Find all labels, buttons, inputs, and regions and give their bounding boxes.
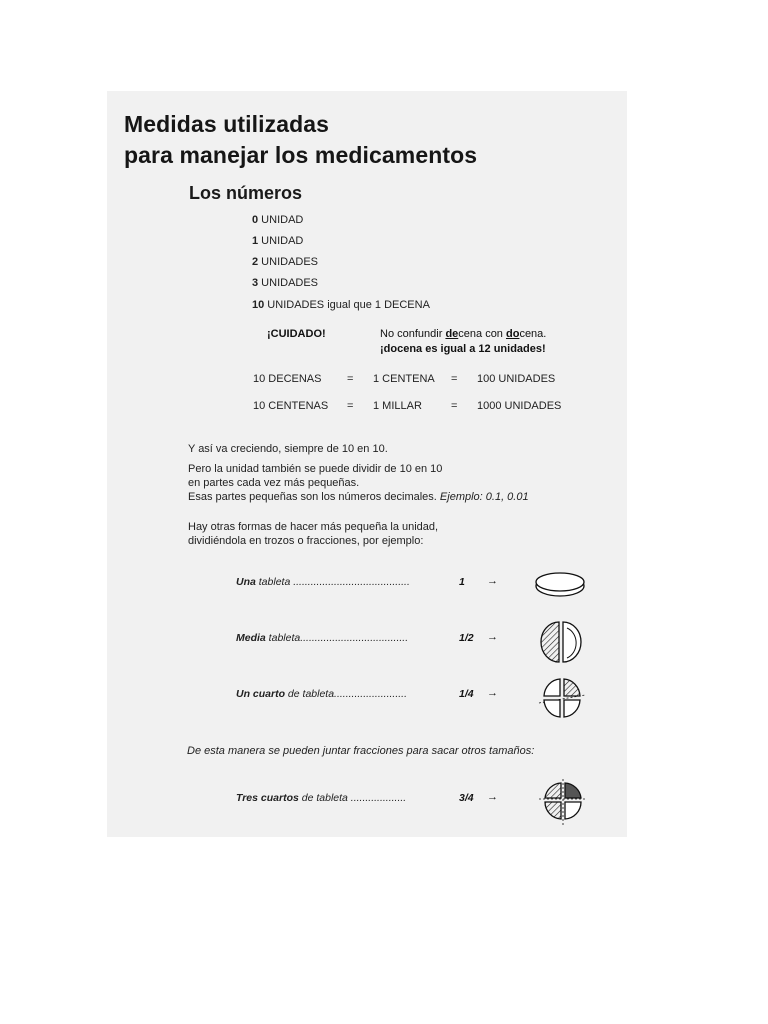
fraction-value: 1/4 [459,688,474,700]
eq-sign: = [451,373,458,385]
title-line-2: para manejar los medicamentos [124,142,478,168]
three-quarter-tablet-icon [537,777,589,827]
unit-line: 3 UNIDADES [252,277,319,289]
quarter-tablet-icon [537,673,587,723]
whole-tablet-icon [534,569,586,601]
eq-sign: = [347,373,354,385]
eq-left: 10 CENTENAS [253,400,329,412]
eq-left: 10 DECENAS [253,373,322,385]
unit-line: 2 UNIDADES [252,256,319,268]
fraction-label: Una tableta ........................................ [236,576,410,588]
eq-mid: 1 MILLAR [373,400,422,412]
fraction-label: Un cuarto de tableta......................... [236,688,407,700]
unit-line: 0 UNIDAD [252,214,304,226]
eq-sign: = [451,400,458,412]
warning-label: ¡CUIDADO! [267,328,326,340]
arrow-icon: → [487,687,498,699]
half-tablet-icon [537,618,585,666]
paragraph-decimals: Pero la unidad también se puede dividir de 10 en 10 en partes cada vez más pequeñas. Esas partes pequeñas son los números decimales. Ejemplo: 0.1, 0.01 [188,463,529,503]
combine-text: De esta manera se pueden juntar fracciones para sacar otros tamaños: [187,745,535,757]
eq-right: 100 UNIDADES [477,373,556,385]
warning-line-2: ¡docena es igual a 12 unidades! [380,343,546,355]
section-title: Los números [189,183,303,203]
fraction-value: 3/4 [459,792,474,804]
unit-line: 10 UNIDADES igual que 1 DECENA [252,299,430,311]
eq-sign: = [347,400,354,412]
eq-mid: 1 CENTENA [373,373,435,385]
title-line-1: Medidas utilizadas [124,111,330,137]
paragraph-fractions: Hay otras formas de hacer más pequeña la unidad, dividiéndola en trozos o fracciones, por ejemplo: [188,521,439,547]
arrow-icon: → [487,631,498,643]
paragraph-growth: Y así va creciendo, siempre de 10 en 10. [188,443,388,455]
arrow-icon: → [487,575,498,587]
fraction-label: Tres cuartos de tableta ................... [236,792,407,804]
arrow-icon: → [487,791,498,803]
unit-line: 1 UNIDAD [252,235,304,247]
fraction-label: Media tableta..................................... [236,632,409,644]
document-page [107,91,627,837]
fraction-value: 1 [459,576,465,588]
fraction-value: 1/2 [459,632,474,644]
warning-line-1: No confundir decena con docena. [380,328,547,340]
eq-right: 1000 UNIDADES [477,400,562,412]
